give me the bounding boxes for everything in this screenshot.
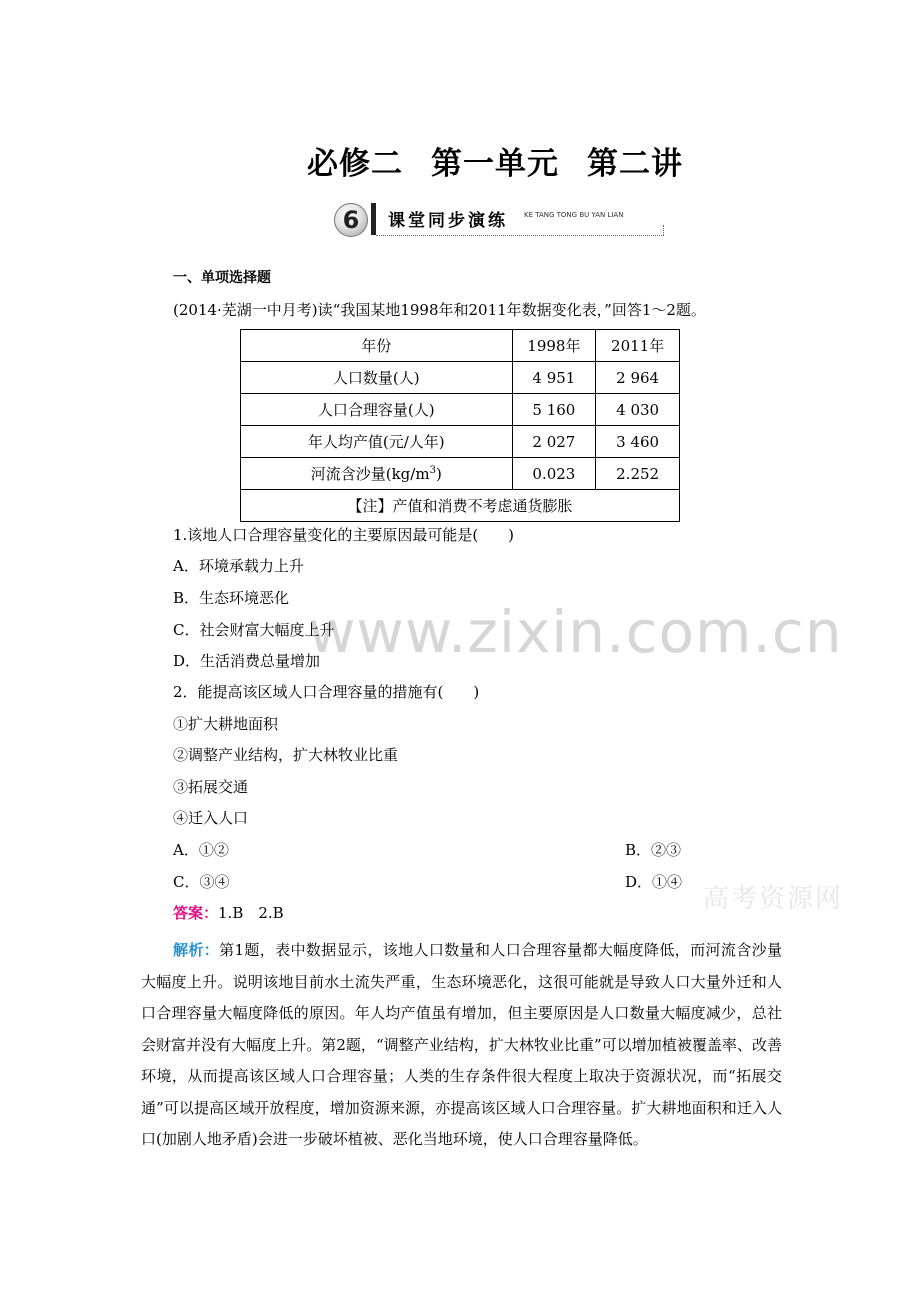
banner-number-badge: 6 bbox=[334, 203, 368, 237]
question-1-option-b: B．生态环境恶化 bbox=[173, 589, 290, 607]
table-row bbox=[241, 426, 680, 458]
question-2-item-4: ④迁入人口 bbox=[173, 809, 249, 827]
title-book: 必修二 bbox=[307, 146, 403, 182]
table-cell: 人口合理容量(人) bbox=[241, 394, 513, 426]
watermark-site: www.zixin.com.cn bbox=[308, 598, 843, 666]
answer-line bbox=[173, 903, 284, 923]
question-intro: (2014·芜湖一中月考)读“我国某地1998年和2011年数据变化表，”回答1～2题。 bbox=[173, 301, 706, 319]
watermark-corner: 高考资源网 bbox=[703, 884, 844, 914]
question-1-option-d: D．生活消费总量增加 bbox=[173, 652, 321, 670]
banner-bar bbox=[371, 203, 376, 235]
title-unit: 第一单元 bbox=[431, 146, 559, 182]
question-2-option-c: C．③④ bbox=[173, 873, 230, 891]
table-header-cell: 年份 bbox=[241, 330, 513, 362]
question-2-item-2: ②调整产业结构，扩大林牧业比重 bbox=[173, 746, 399, 764]
table-row bbox=[241, 394, 680, 426]
banner-divider-end bbox=[663, 225, 664, 235]
question-2-option-d: D．①④ bbox=[625, 873, 683, 891]
table-note-row bbox=[241, 490, 680, 522]
explanation-label: 解析： bbox=[173, 941, 220, 959]
table-cell: 4 951 bbox=[512, 362, 596, 394]
question-2-option-b: B．②③ bbox=[625, 841, 682, 859]
table-header-cell: 2011年 bbox=[596, 330, 680, 362]
section-banner bbox=[334, 199, 670, 239]
question-1-option-c: C．社会财富大幅度上升 bbox=[173, 621, 335, 639]
question-2-item-3: ③拓展交通 bbox=[173, 778, 249, 796]
question-1-option-a: A．环境承载力上升 bbox=[173, 557, 304, 575]
unit-superscript: 3 bbox=[429, 465, 436, 476]
table-cell bbox=[241, 458, 513, 490]
data-table bbox=[240, 329, 680, 522]
explanation-paragraph bbox=[141, 935, 782, 1156]
table-header-cell: 1998年 bbox=[512, 330, 596, 362]
table-cell-text: 河流含沙量(kg/m bbox=[310, 465, 430, 483]
answer-text: 1.B 2.B bbox=[218, 904, 284, 922]
table-row bbox=[241, 362, 680, 394]
page-title bbox=[0, 138, 920, 183]
question-2-option-a: A．①② bbox=[173, 841, 229, 859]
question-2-item-1: ①扩大耕地面积 bbox=[173, 715, 279, 733]
unit-close: ) bbox=[435, 465, 442, 483]
banner-divider bbox=[376, 235, 664, 236]
table-cell: 4 030 bbox=[596, 394, 680, 426]
table-row bbox=[241, 458, 680, 490]
table-cell: 5 160 bbox=[512, 394, 596, 426]
section-heading: 一、单项选择题 bbox=[173, 270, 271, 286]
banner-title: 课堂同步演练 bbox=[388, 211, 508, 231]
table-cell: 2.252 bbox=[596, 458, 680, 490]
table-cell: 2 964 bbox=[596, 362, 680, 394]
table-cell: 3 460 bbox=[596, 426, 680, 458]
table-header-row bbox=[241, 330, 680, 362]
table-cell: 人口数量(人) bbox=[241, 362, 513, 394]
table-cell: 年人均产值(元/人年) bbox=[241, 426, 513, 458]
table-cell: 2 027 bbox=[512, 426, 596, 458]
title-lecture: 第二讲 bbox=[587, 146, 683, 182]
table-cell: 0.023 bbox=[512, 458, 596, 490]
answer-label: 答案： bbox=[173, 904, 219, 922]
question-2-stem: 2．能提高该区域人口合理容量的措施有( ) bbox=[173, 683, 480, 701]
banner-pinyin: KE TANG TONG BU YAN LIAN bbox=[524, 211, 624, 219]
table-note: 【注】产值和消费不考虑通货膨胀 bbox=[241, 490, 680, 522]
question-1-stem: 1.该地人口合理容量变化的主要原因最可能是( ) bbox=[173, 526, 515, 544]
explanation-text: 第1题，表中数据显示，该地人口数量和人口合理容量都大幅度降低，而河流含沙量大幅度上升。说明该地目前水土流失严重，生态环境恶化，这很可能就是导致人口大量外迁和人口合理容量大幅度降低的原因。年人均产值虽有增加，但主要原因是人口数量大幅度减少，总社会财富并没有大幅度上升。第2题，“调整产业结构，扩大林牧业比重”可以增加植被覆盖率、改善环境，从而提高该区域人口合理容量；人类的生存条件很大程度上取决于资源状况，而“拓展交通”可以提高区域开放程度，增加资源来源，亦提高该区域人口合理容量。扩大耕地面积和迁入人口(加剧人地矛盾)会进一步破坏植被、恶化当地环境，使人口合理容量降低。 bbox=[141, 941, 782, 1148]
